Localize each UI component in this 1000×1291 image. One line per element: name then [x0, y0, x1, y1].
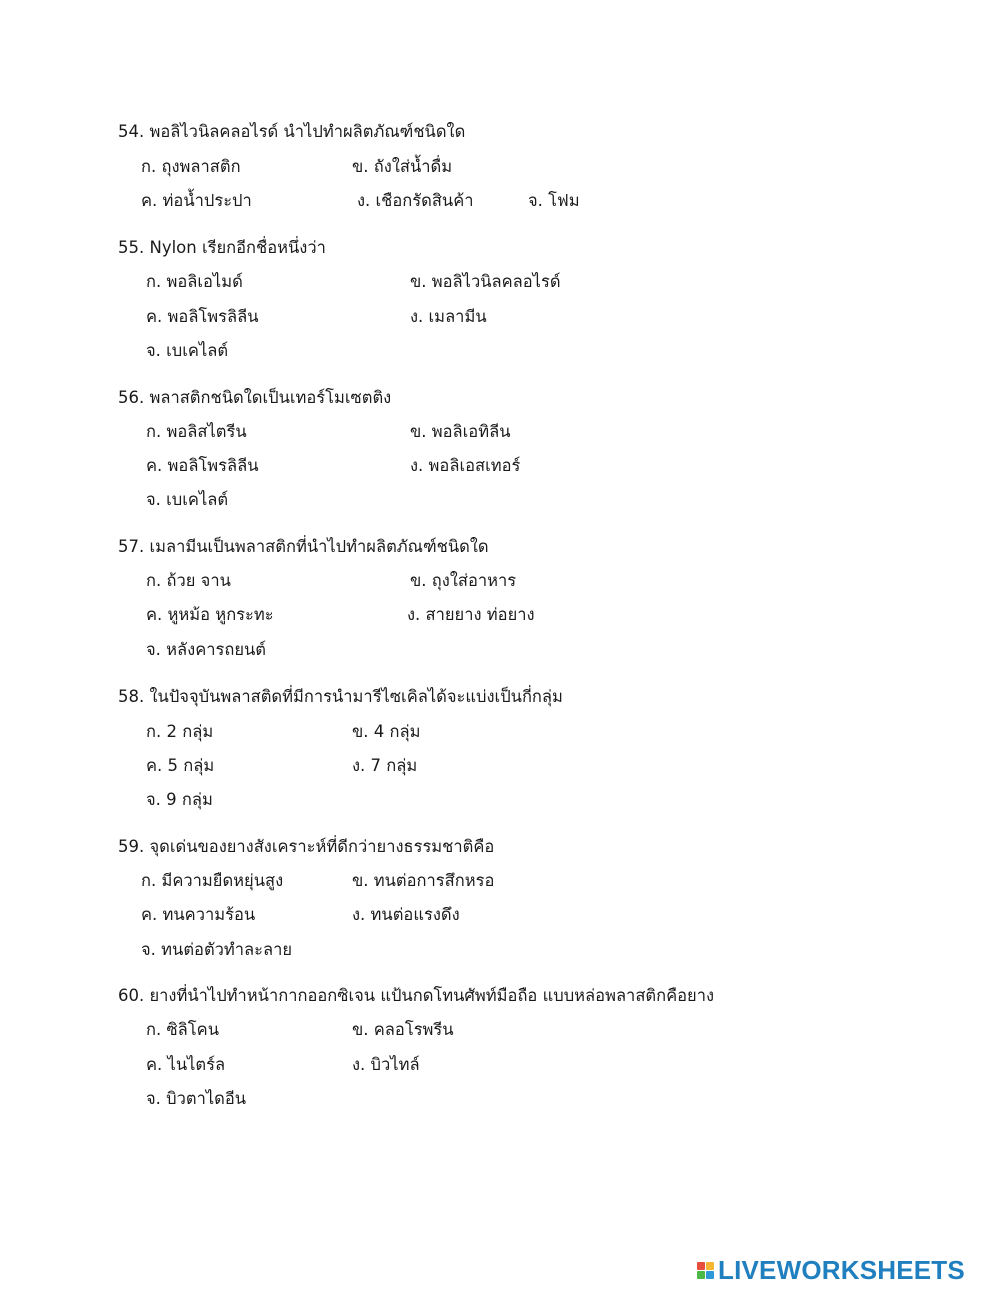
question-55-choice-d[interactable]: ง. เมลามีน	[410, 307, 487, 326]
question-56-choice-b[interactable]: ข. พอลิเอทิลีน	[410, 422, 511, 441]
question-59-choice-c[interactable]: ค. ทนความร้อน	[141, 905, 256, 924]
question-58-choice-c[interactable]: ค. 5 กลุ่ม	[146, 756, 215, 775]
question-55-stem: 55. Nylon เรียกอีกชื่อหนึ่งว่า	[118, 238, 326, 257]
question-57-choice-d[interactable]: ง. สายยาง ท่อยาง	[407, 605, 535, 624]
question-59-choice-e[interactable]: จ. ทนต่อตัวทำละลาย	[141, 940, 293, 959]
question-57-choice-a[interactable]: ก. ถ้วย จาน	[146, 571, 231, 590]
question-55-choice-b[interactable]: ข. พอลิไวนิลคลอไรด์	[410, 272, 561, 291]
question-56-choice-d[interactable]: ง. พอลิเอสเทอร์	[410, 456, 521, 475]
question-54-stem: 54. พอลิไวนิลคลอไรด์ นำไปทำผลิตภัณฑ์ชนิดใด	[118, 122, 466, 141]
question-58-choice-e[interactable]: จ. 9 กลุ่ม	[146, 790, 213, 809]
question-57-choice-e[interactable]: จ. หลังคารถยนต์	[146, 640, 267, 659]
question-60-choice-c[interactable]: ค. ไนไตร์ล	[146, 1055, 226, 1074]
question-58-stem: 58. ในปัจจุบันพลาสติดที่มีการนำมารีไซเคิลได้จะแบ่งเป็นกี่กลุ่ม	[118, 687, 563, 706]
logo-square-green	[697, 1271, 705, 1279]
question-60-choice-b[interactable]: ข. คลอโรพรีน	[352, 1020, 454, 1039]
question-60-stem: 60. ยางที่นำไปทำหน้ากากออกซิเจน แป้นกดโทนศัพท์มือถือ แบบหล่อพลาสติกคือยาง	[118, 986, 715, 1005]
question-60-choice-d[interactable]: ง. บิวไทล์	[352, 1055, 420, 1074]
question-60-choice-a[interactable]: ก. ซิลิโคน	[146, 1020, 219, 1039]
question-55-choice-c[interactable]: ค. พอลิโพรลิลีน	[146, 307, 259, 326]
question-59-stem: 59. จุดเด่นของยางสังเคราะห์ที่ดีกว่ายางธรรมชาติคือ	[118, 837, 495, 856]
question-58-choice-b[interactable]: ข. 4 กลุ่ม	[352, 722, 421, 741]
liveworksheets-logo-text: LIVEWORKSHEETS	[718, 1254, 965, 1285]
question-57-choice-b[interactable]: ข. ถุงใส่อาหาร	[410, 571, 517, 590]
question-54-choice-a[interactable]: ก. ถุงพลาสติก	[141, 157, 241, 176]
question-57-choice-c[interactable]: ค. หูหม้อ หูกระทะ	[146, 605, 274, 624]
question-56-choice-c[interactable]: ค. พอลิโพรลิลีน	[146, 456, 259, 475]
question-56-choice-a[interactable]: ก. พอลิสไตรีน	[146, 422, 247, 441]
question-59-choice-d[interactable]: ง. ทนต่อแรงดึง	[352, 905, 460, 924]
logo-square-blue	[706, 1271, 714, 1279]
question-56-choice-e[interactable]: จ. เบเคไลต์	[146, 490, 229, 509]
question-58-choice-a[interactable]: ก. 2 กลุ่ม	[146, 722, 214, 741]
question-55-choice-e[interactable]: จ. เบเคไลต์	[146, 341, 229, 360]
question-55-choice-a[interactable]: ก. พอลิเอไมด์	[146, 272, 243, 291]
question-60-choice-e[interactable]: จ. บิวตาไดอีน	[146, 1089, 247, 1108]
question-59-choice-b[interactable]: ข. ทนต่อการสึกหรอ	[352, 871, 495, 890]
question-57-stem: 57. เมลามีนเป็นพลาสติกที่นำไปทำผลิตภัณฑ์ชนิดใด	[118, 537, 489, 556]
question-56-stem: 56. พลาสติกชนิดใดเป็นเทอร์โมเซตติง	[118, 388, 392, 407]
question-58-choice-d[interactable]: ง. 7 กลุ่ม	[352, 756, 418, 775]
logo-square-yellow	[706, 1262, 714, 1270]
logo-square-red	[697, 1262, 705, 1270]
question-59-choice-a[interactable]: ก. มีความยืดหยุ่นสูง	[141, 871, 284, 890]
liveworksheets-logo	[697, 1255, 965, 1285]
liveworksheets-logo-icon	[697, 1262, 714, 1279]
question-54-choice-b[interactable]: ข. ถังใส่น้ำดื่ม	[352, 157, 453, 176]
question-54-choice-c[interactable]: ค. ท่อน้ำประปา	[141, 191, 252, 210]
question-54-choice-d[interactable]: ง. เชือกรัดสินค้า	[357, 191, 474, 210]
question-54-choice-e[interactable]: จ. โฟม	[528, 191, 580, 210]
